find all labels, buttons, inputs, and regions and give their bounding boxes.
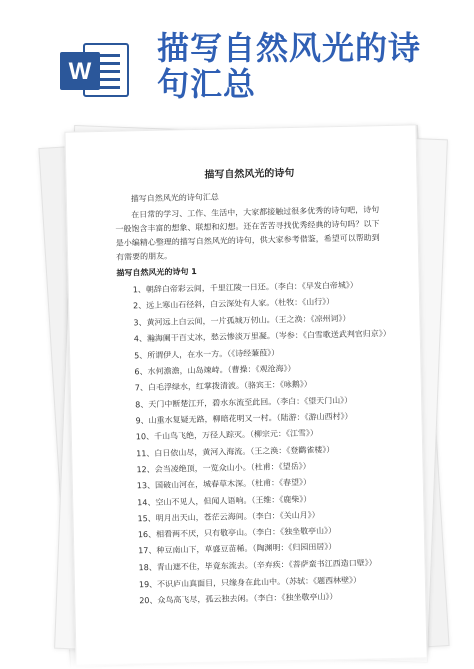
poem-line: 7、白毛浮绿水，红掌拨清波。（骆宾王：《咏鹅》） bbox=[134, 380, 312, 393]
document-body bbox=[114, 162, 393, 610]
poem-line: 17、种豆南山下，草盛豆苗稀。（陶渊明：《归园田居》） bbox=[138, 542, 337, 556]
document-page bbox=[64, 124, 427, 665]
poem-line: 18、青山遮不住，毕竟东流去。（辛弃疾：《菩萨蛮书江西造口壁》） bbox=[138, 558, 377, 573]
poem-line: 1、朝辞白帝彩云间，千里江陵一日还。（李白：《早发白帝城》） bbox=[132, 280, 358, 295]
document-title: 描写自然风光的诗句 bbox=[204, 167, 295, 181]
section-heading: 描写自然风光的诗句 1 bbox=[116, 267, 197, 278]
poem-line: 19、不识庐山真面目，只缘身在此山中。（苏轼：《题西林壁》） bbox=[138, 575, 362, 590]
intro-paragraph: 在日常的学习、工作、生活中，大家都接触过很多优秀的诗句吧，诗句一般饱含丰富的想象、联想和幻想。还在苦苦寻找优秀经典的诗句吗？以下是小编精心整理的描写自然风光的诗句，供大家参考借鉴，希望可以帮助到有需要的朋友。 bbox=[115, 205, 380, 262]
poem-line: 15、明月出天山，苍茫云海间。（李白：《关山月》） bbox=[137, 510, 320, 524]
poem-line: 10、千山鸟飞绝，万径人踪灭。（柳宗元：《江雪》） bbox=[135, 428, 319, 442]
banner-title-line1: 描写自然风光的诗 bbox=[157, 29, 422, 67]
banner-title-line2: 句汇总 bbox=[157, 65, 257, 103]
poem-line: 11、白日依山尽，黄河入海流。（王之涣：《登鹳雀楼》） bbox=[136, 444, 335, 458]
document-heading: 描写自然风光的诗句汇总 bbox=[130, 192, 219, 204]
poem-line: 9、山重水复疑无路，柳暗花明又一村。（陆游：《游山西村》） bbox=[135, 411, 353, 426]
poem-line: 16、相看两不厌，只有敬亭山。（李白：《独坐敬亭山》） bbox=[137, 526, 337, 540]
bottom-fade bbox=[0, 645, 474, 669]
poem-line: 12、会当凌绝顶，一览众山小。（杜甫：《望岳》） bbox=[136, 461, 311, 475]
poem-line: 3、黄河远上白云间，一片孤城万仞山。（王之涣：《凉州词》） bbox=[133, 313, 351, 327]
poem-line: 4、瀚海阑干百丈冰，愁云惨淡万里凝。（岑参：《白雪歌送武判官归京》） bbox=[133, 328, 391, 344]
poem-line: 20、众鸟高飞尽，孤云独去闲。（李白：《独坐敬亭山》） bbox=[139, 592, 338, 606]
word-logo-letter: W bbox=[68, 58, 92, 85]
banner-title bbox=[157, 30, 457, 102]
word-logo-icon bbox=[58, 40, 130, 100]
poem-line: 13、国破山河在，城春草木深。（杜甫：《春望》） bbox=[136, 477, 312, 491]
document-preview bbox=[0, 118, 474, 669]
banner bbox=[0, 0, 474, 128]
poem-line: 2、远上寒山石径斜，白云深处有人家。（杜牧：《山行》） bbox=[133, 297, 335, 311]
poem-line: 6、水何澹澹，山岛竦峙。（曹操：《观沧海》） bbox=[134, 364, 296, 377]
poem-line: 8、天门中断楚江开，碧水东流至此回。（李白：《望天门山》） bbox=[135, 395, 353, 410]
poem-line: 5、所谓伊人，在水一方。（《诗经蒹葭》） bbox=[134, 348, 280, 361]
poem-line: 14、空山不见人，但闻人语响。（王维：《鹿柴》） bbox=[137, 494, 312, 507]
